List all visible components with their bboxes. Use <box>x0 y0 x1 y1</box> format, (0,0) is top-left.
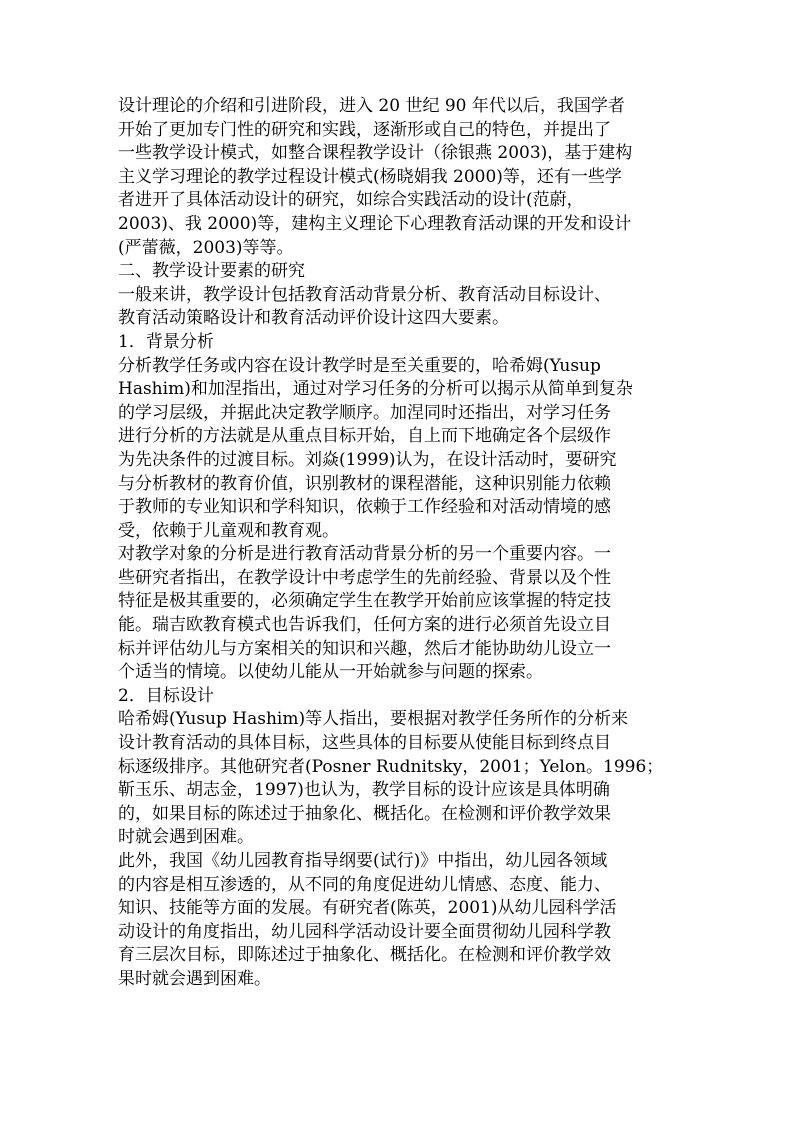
text-line: 果时就会遇到困难。 <box>118 968 271 989</box>
text-line: (严蕾薇，2003)等等。 <box>118 237 294 258</box>
text-line: 受，依赖于儿童观和教育观。 <box>118 520 339 541</box>
section-heading <box>118 260 678 284</box>
text-line: 2．目标设计 <box>118 685 214 706</box>
text-line: 些研究者指出，在教学设计中考虑学生的先前经验、背景以及个性 <box>118 567 611 588</box>
text-line: 1．背景分析 <box>118 331 214 352</box>
text-line: 能。瑞吉欧教育模式也告诉我们，任何方案的进行必须首先设立目 <box>118 615 611 636</box>
text-line: 靳玉乐、胡志金，1997)也认为，教学目标的设计应该是具体明确 <box>118 780 610 801</box>
text-line: 2003)、我 2000)等，建构主义理论下心理教育活动课的开发和设计 <box>118 213 632 234</box>
text-line: 主义学习理论的教学过程设计模式(杨晓娟我 2000)等，还有一些学 <box>118 166 622 187</box>
text-line: 特征是极其重要的，必须确定学生在教学开始前应该掌握的特定技 <box>118 591 611 612</box>
text-line: 为先决条件的过渡目标。刘焱(1999)认为，在设计活动时，要研究 <box>118 449 617 470</box>
text-line: 者进开了具体活动设计的研究，如综合实践活动的设计(范蔚， <box>118 190 584 211</box>
text-line: 分析教学任务或内容在设计教学时是至关重要的，哈希姆(Yusup <box>118 355 601 376</box>
text-line: 设计教育活动的具体目标，这些具体的目标要从使能目标到终点目 <box>118 733 611 754</box>
paragraph <box>118 850 678 992</box>
text-line: 的内容是相互渗透的，从不同的角度促进幼儿情感、态度、能力、 <box>118 874 611 895</box>
section-heading <box>118 331 678 355</box>
text-line: 设计理论的介绍和引进阶段，进入 20 世纪 90 年代以后，我国学者 <box>118 96 625 116</box>
text-line: 进行分析的方法就是从重点目标开始，自上而下地确定各个层级作 <box>118 426 611 447</box>
text-line: 育三层次目标，即陈述过于抽象化、概括化。在检测和评价教学效 <box>118 945 611 966</box>
text-line: 与分析教材的教育价值，识别教材的课程潜能，这种识别能力依赖 <box>118 473 611 494</box>
paragraph <box>118 95 678 260</box>
text-line: 哈希姆(Yusup Hashim)等人指出，要根据对教学任务所作的分析来 <box>118 709 629 730</box>
paragraph <box>118 708 678 850</box>
text-line: 于教师的专业知识和学科知识，依赖于工作经验和对活动情境的感 <box>118 497 611 518</box>
text-line: 的，如果目标的陈述过于抽象化、概括化。在检测和评价教学效果 <box>118 803 611 824</box>
text-line: 动设计的角度指出，幼儿园科学活动设计要全面贯彻幼儿园科学教 <box>118 921 611 942</box>
text-line: 开始了更加专门性的研究和实践，逐渐形或自己的特色，并提出了 <box>118 119 611 140</box>
text-line: 标并评估幼儿与方案相关的知识和兴趣，然后才能协助幼儿设立一 <box>118 638 611 659</box>
document-body <box>118 95 678 992</box>
text-line: 时就会遇到困难。 <box>118 827 254 848</box>
text-line: 知识、技能等方面的发展。有研究者(陈英，2001)从幼儿园科学活 <box>118 898 617 919</box>
document-page <box>118 95 678 992</box>
text-line: 对教学对象的分析是进行教育活动背景分析的另一个重要内容。一 <box>118 544 611 565</box>
paragraph <box>118 543 678 685</box>
text-line: 标逐级排序。其他研究者(Posner Rudnitsky，2001；Yelon。1996； <box>118 756 664 777</box>
text-line: 的学习层级，并据此决定教学顺序。加涅同时还指出，对学习任务 <box>118 402 611 423</box>
text-line: Hashim)和加涅指出，通过对学习任务的分析可以揭示从简单到复杂 <box>118 379 633 400</box>
text-line: 二、教学设计要素的研究 <box>118 261 305 282</box>
text-line: 一些教学设计模式，如整合课程教学设计（徐银燕 2003)，基于建构 <box>118 143 633 164</box>
paragraph <box>118 355 678 544</box>
text-line: 教育活动策略设计和教育活动评价设计这四大要素。 <box>118 308 509 329</box>
text-line: 一般来讲，教学设计包括教育活动背景分析、教育活动目标设计、 <box>118 284 611 305</box>
paragraph <box>118 284 678 331</box>
text-line: 个适当的情境。以使幼儿能从一开始就参与问题的探索。 <box>118 662 543 683</box>
text-line: 此外，我国《幼儿园教育指导纲要(试行)》中指出，幼儿园各领域 <box>118 851 608 871</box>
section-heading <box>118 685 678 709</box>
